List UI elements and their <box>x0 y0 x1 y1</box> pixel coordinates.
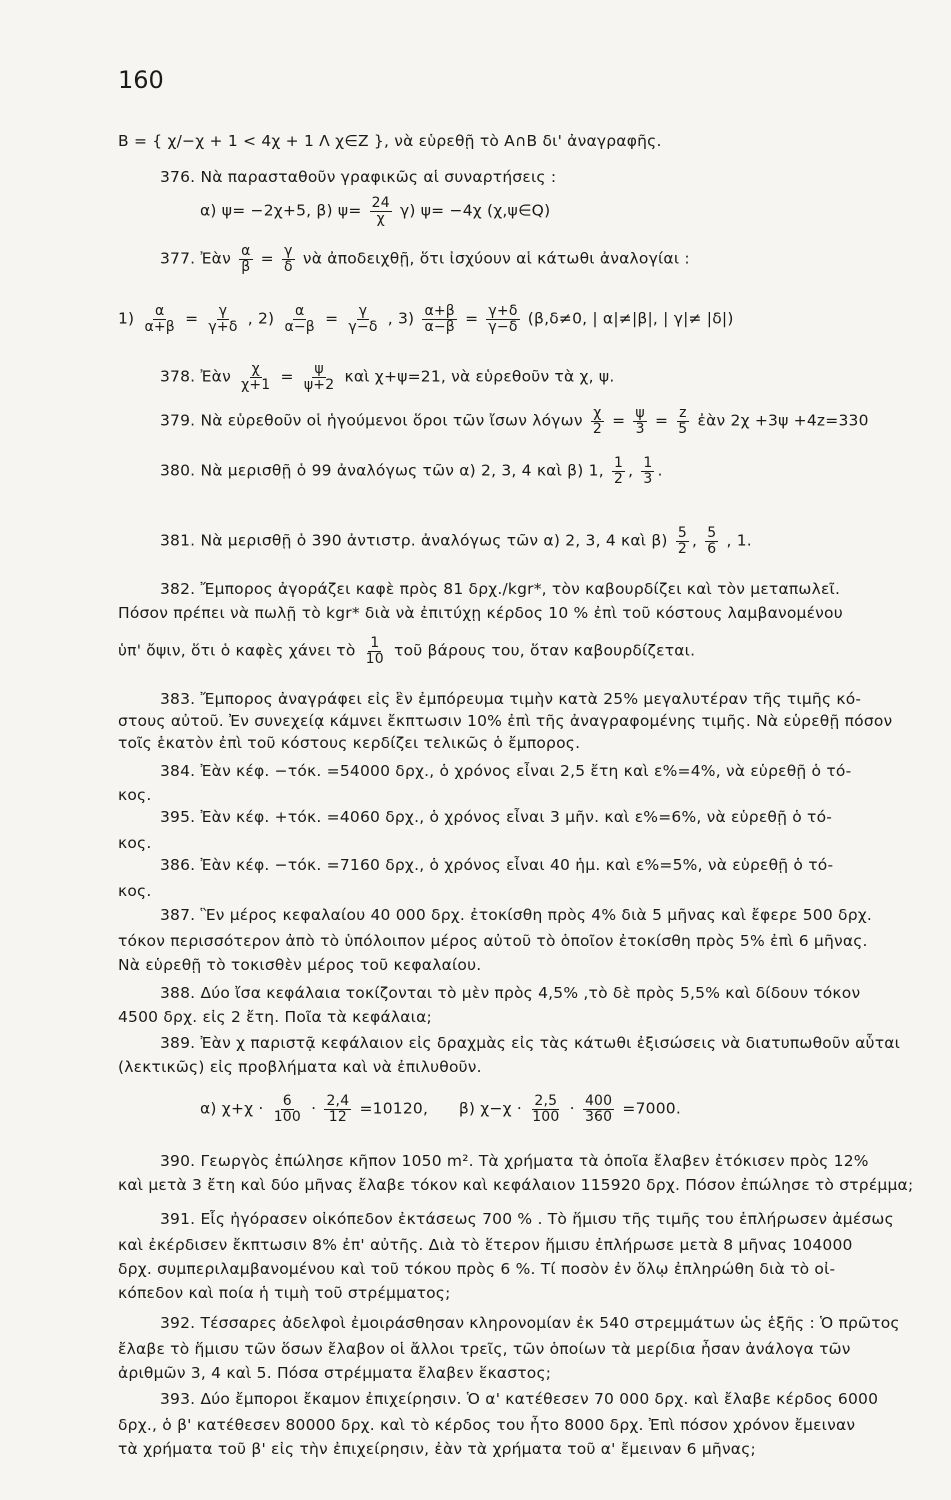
problem-384-l2: κος. <box>118 786 152 804</box>
problem-390-l1: 390. Γεωργὸς ἐπώλησε κῆπον 1050 m². Τὰ χρήματα τὰ ὁποῖα ἔλαβεν ἐτόκισεν πρὸς 12% <box>160 1152 869 1170</box>
problem-391-l2: καὶ ἐκέρδισεν ἔκπτωσιν 8% ἐπ' αὐτῆς. Διὰ τὸ ἕτερον ἥμισυ ἐπλήρωσε μετὰ 8 μῆνας 104000 <box>118 1236 853 1254</box>
problem-383-l2: στους αὐτοῦ. Ἐν συνεχείᾳ κάμνει ἔκπτωσιν 10% ἐπὶ τῆς ἀναγραφομένης τιμῆς. Νὰ εὑρεθῇ πόσον <box>118 712 893 730</box>
page-number: 160 <box>118 66 164 94</box>
problem-388-l1: 388. Δύο ἴσα κεφάλαια τοκίζονται τὸ μὲν πρὸς 4,5% ,τὸ δὲ πρὸς 5,5% καὶ δίδουν τόκον <box>160 984 861 1002</box>
problem-387-l3: Νὰ εὑρεθῇ τὸ τοκισθὲν μέρος τοῦ κεφαλαίου. <box>118 956 482 974</box>
problem-386-l2: κος. <box>118 882 152 900</box>
problem-395-l2: κος. <box>118 834 152 852</box>
problem-378: 378. Ἐὰν $\frac{\chi}{\chi+1}$ = $\frac{\psi}{\psi+2}$ καὶ χ+ψ=21, νὰ εὑρεθοῦν τὰ χ, ψ. <box>160 361 615 393</box>
problem-389-equations: α) χ+χ · $\frac{6}{100}$ · $\frac{2,4}{12}$ =10120, β) χ−χ · $\frac{2,5}{100}$ · $\frac{400}{360}$ =7000. <box>200 1093 681 1125</box>
problem-377: 377. Ἐὰν $\frac{\alpha}{\beta}$ = $\frac{\gamma}{\delta}$ νὰ ἀποδειχθῇ, ὅτι ἰσχύουν αἱ κάτωθι ἀναλογίαι : <box>160 243 690 275</box>
problem-392-l3: ἀριθμῶν 3, 4 καὶ 5. Πόσα στρέμματα ἔλαβεν ἕκαστος; <box>118 1364 552 1382</box>
problem-389-l2: (λεκτικῶς) εἰς προβλήματα καὶ νὰ ἐπιλυθοῦν. <box>118 1058 482 1076</box>
problem-387-l2: τόκον περισσότερον ἀπὸ τὸ ὑπόλοιπον μέρος αὐτοῦ τὸ ὁποῖον ἐτοκίσθη πρὸς 5% ἐπὶ 6 μῆνας. <box>118 932 868 950</box>
problem-393-l3: τὰ χρήματα τοῦ β' εἰς τὴν ἐπιχείρησιν, ἐὰν τὰ χρήματα τοῦ α' ἔμειναν 6 μῆνας; <box>118 1440 756 1458</box>
problem-388-l2: 4500 δρχ. εἰς 2 ἔτη. Ποῖα τὰ κεφάλαια; <box>118 1008 432 1026</box>
problem-382-l1: 382. Ἔμπορος ἀγοράζει καφὲ πρὸς 81 δρχ./kgr*, τὸν καβουρδίζει καὶ τὸν μεταπωλεῖ. <box>160 580 841 598</box>
problem-390-l2: καὶ μετὰ 3 ἔτη καὶ δύο μῆνας ἔλαβε τόκον καὶ κεφάλαιον 115920 δρχ. Πόσον ἐπώλησε τὸ στρέμμα; <box>118 1176 914 1194</box>
problem-391-l4: κόπεδον καὶ ποία ἡ τιμὴ τοῦ στρέμματος; <box>118 1284 451 1302</box>
problem-377-proportions: 1) $\frac{\alpha}{\alpha+\beta}$ = $\frac{\gamma}{\gamma+\delta}$ , 2) $\frac{\alpha}{\alpha-\beta}$ = $\frac{\gamma}{\gamma-\delta}$ , 3) $\frac{\alpha+\beta}{\alpha-\beta}$ = $\frac{\gamma+\delta}{\gamma-\delta}$ (β,δ≠0, | α|≠|β|, | γ|≠ |δ|) <box>118 303 734 335</box>
problem-393-l2: δρχ., ὁ β' κατέθεσεν 80000 δρχ. καὶ τὸ κέρδος του ἦτο 8000 δρχ. Ἐπὶ πόσον χρόνον ἔμειναν <box>118 1416 856 1434</box>
problem-387-l1: 387. Ἓν μέρος κεφαλαίου 40 000 δρχ. ἐτοκίσθη πρὸς 4% διὰ 5 μῆνας καὶ ἔφερε 500 δρχ. <box>160 906 873 924</box>
problem-391-l1: 391. Εἷς ἠγόρασεν οἰκόπεδον ἐκτάσεως 700 % . Τὸ ἥμισυ τῆς τιμῆς του ἐπλήρωσεν ἀμέσως <box>160 1210 894 1228</box>
problem-381: 381. Νὰ μερισθῇ ὁ 390 ἀντιστρ. ἀναλόγως τῶν α) 2, 3, 4 καὶ β) $\frac{5}{2}$ , $\frac{5}{6}$ , 1. <box>160 525 752 557</box>
problem-386-l1: 386. Ἐὰν κέφ. −τόκ. =7160 δρχ., ὁ χρόνος εἶναι 40 ἡμ. καὶ ε%=5%, νὰ εὑρεθῇ ὁ τό- <box>160 856 834 874</box>
problem-392-l2: ἔλαβε τὸ ἥμισυ τῶν ὅσων ἔλαβον οἱ ἄλλοι τρεῖς, τῶν ὁποίων τὰ μερίδια ἦσαν ἀνάλογα τῶν <box>118 1340 851 1358</box>
problem-389-l1: 389. Ἐὰν χ παριστᾷ κεφάλαιον εἰς δραχμὰς εἰς τὰς κάτωθι ἐξισώσεις νὰ διατυπωθοῦν αὗται <box>160 1034 901 1052</box>
fraction: $\frac{24}{\chi}$ <box>371 195 390 227</box>
problem-376: 376. Νὰ παρασταθοῦν γραφικῶς αἱ συναρτήσεις : <box>160 168 557 186</box>
problem-383-l3: τοῖς ἑκατὸν ἐπὶ τοῦ κόστους κερδίζει τελικῶς ὁ ἔμπορος. <box>118 734 581 752</box>
problem-384-l1: 384. Ἐὰν κέφ. −τόκ. =54000 δρχ., ὁ χρόνος εἶναι 2,5 ἔτη καὶ ε%=4%, νὰ εὑρεθῇ ὁ τό- <box>160 762 852 780</box>
problem-395-l1: 395. Ἐὰν κέφ. +τόκ. =4060 δρχ., ὁ χρόνος εἶναι 3 μῆν. καὶ ε%=6%, νὰ εὑρεθῇ ὁ τό- <box>160 808 833 826</box>
problem-382-l2: Πόσον πρέπει νὰ πωλῇ τὸ kgr* διὰ νὰ ἐπιτύχῃ κέρδος 10 % ἐπὶ τοῦ κόστους λαμβανομένου <box>118 604 843 622</box>
problem-376-functions: α) ψ= −2χ+5, β) ψ= $\frac{24}{\chi}$ γ) ψ= −4χ (χ,ψ∈Q) <box>200 195 551 227</box>
problem-393-l1: 393. Δύο ἔμποροι ἔκαμον ἐπιχείρησιν. Ὁ α' κατέθεσεν 70 000 δρχ. καὶ ἔλαβε κέρδος 6000 <box>160 1390 879 1408</box>
set-b-line: B = { χ/−χ + 1 < 4χ + 1 Λ χ∈Z }, νὰ εὑρεθῇ τὸ A∩B δι' ἀναγραφῆς. <box>118 132 662 150</box>
problem-380: 380. Νὰ μερισθῇ ὁ 99 ἀναλόγως τῶν α) 2, 3, 4 καὶ β) 1, $\frac{1}{2}$ , $\frac{1}{3}$ . <box>160 455 663 487</box>
problem-383-l1: 383. Ἔμπορος ἀναγράφει εἰς ἓν ἐμπόρευμα τιμὴν κατὰ 25% μεγαλυτέραν τῆς τιμῆς κό- <box>160 690 862 708</box>
problem-391-l3: δρχ. συμπεριλαμβανομένου καὶ τοῦ τόκου πρὸς 6 %. Τί ποσὸν ἐν ὅλῳ ἐπληρώθη διὰ τὸ οἰ- <box>118 1260 836 1278</box>
problem-379: 379. Νὰ εὑρεθοῦν οἱ ἡγούμενοι ὅροι τῶν ἴσων λόγων $\frac{\chi}{2}$ = $\frac{\psi}{3}$ = $\frac{z}{5}$ ἐὰν 2χ +3ψ +4z=330 <box>160 405 869 437</box>
problem-392-l1: 392. Τέσσαρες ἀδελφοὶ ἐμοιράσθησαν κληρονομίαν ἐκ 540 στρεμμάτων ὡς ἑξῆς : Ὁ πρῶτος <box>160 1314 900 1332</box>
problem-382-l3: ὑπ' ὄψιν, ὅτι ὁ καφὲς χάνει τὸ $\frac{1}{10}$ τοῦ βάρους του, ὅταν καβουρδίζεται. <box>118 635 696 667</box>
